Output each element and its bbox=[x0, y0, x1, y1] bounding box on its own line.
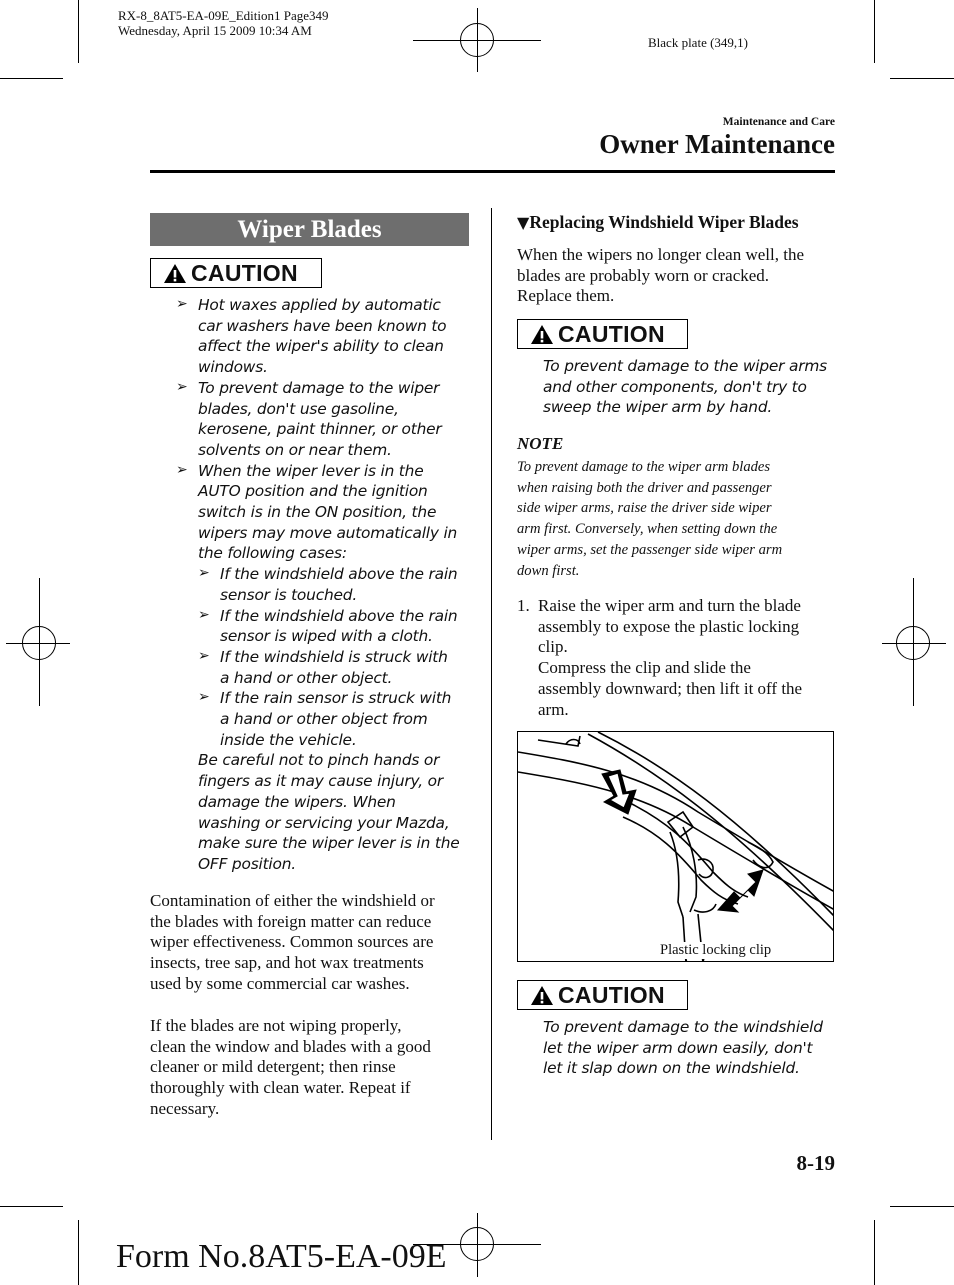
body-paragraph-line: thoroughly with clean water. Repeat if bbox=[150, 1078, 411, 1098]
wiper-blades-heading: Wiper Blades bbox=[150, 213, 469, 246]
plate-label: Black plate (349,1) bbox=[648, 35, 748, 50]
caution-bullet-line: To prevent damage to the wiper bbox=[198, 378, 440, 397]
caution-sub-bullet-line: inside the vehicle. bbox=[220, 730, 357, 749]
body-paragraph-line: the blades with foreign matter can reduce bbox=[150, 911, 432, 931]
caution-bullet-line: the following cases: bbox=[198, 544, 347, 563]
caution-trailing-line: OFF position. bbox=[198, 854, 296, 873]
note-line: when raising both the driver and passenger bbox=[517, 479, 772, 496]
note-line: down first. bbox=[517, 562, 580, 579]
caution-bullet-line: kerosene, paint thinner, or other bbox=[198, 420, 442, 439]
caution-bullet-line: car washers have been known to bbox=[198, 316, 447, 335]
step-line: Raise the wiper arm and turn the blade bbox=[538, 596, 801, 615]
note-label: NOTE bbox=[517, 434, 564, 453]
triangle-down-icon: ▼ bbox=[517, 213, 530, 232]
warning-icon bbox=[530, 324, 554, 345]
caution-bullet-line: affect the wiper's ability to clean bbox=[198, 337, 444, 356]
arrow-bullet-icon: ➢ bbox=[198, 565, 210, 582]
warning-icon bbox=[530, 985, 554, 1006]
body-paragraph-line: insects, tree sap, and hot wax treatments bbox=[150, 953, 424, 973]
caution-sub-bullet-line: a hand or other object from bbox=[220, 710, 428, 728]
print-header-file bbox=[118, 8, 329, 38]
body-paragraph-line: necessary. bbox=[150, 1098, 220, 1118]
step-line: assembly downward; then lift it off the bbox=[538, 678, 803, 698]
print-header-line2: Wednesday, April 15 2009 10:34 AM bbox=[118, 23, 312, 38]
body-paragraph-line: If the blades are not wiping properly, bbox=[150, 1016, 402, 1035]
caution-text-line: and other components, don't try to bbox=[543, 377, 807, 396]
arrow-bullet-icon: ➢ bbox=[176, 378, 188, 395]
caution-sub-bullet-line: If the windshield above the rain bbox=[220, 606, 458, 625]
caution-label: CAUTION bbox=[558, 981, 665, 1008]
caution-trailing-line: make sure the wiper lever is in the bbox=[198, 834, 460, 853]
caution-bullet-line: blades, don't use gasoline, bbox=[198, 399, 399, 418]
caution-bullet-line: switch is in the ON position, the bbox=[198, 503, 437, 521]
arrow-bullet-icon: ➢ bbox=[198, 647, 210, 664]
caution-bullet-line: windows. bbox=[198, 358, 268, 377]
caution-text-line: let it slap down on the windshield. bbox=[543, 1059, 800, 1078]
caution-box-right-2 bbox=[517, 980, 688, 1010]
arrow-bullet-icon: ➢ bbox=[198, 689, 210, 706]
replacing-heading-text: Replacing Windshield Wiper Blades bbox=[529, 212, 799, 232]
body-paragraph-line: clean the window and blades with a good bbox=[150, 1036, 431, 1056]
note-line: wiper arms, set the passenger side wiper arm bbox=[517, 541, 783, 558]
caution-sub-bullet-line: sensor is wiped with a cloth. bbox=[220, 627, 433, 646]
caution-sub-bullet-line: a hand or other object. bbox=[220, 668, 393, 687]
caution-bullet-line: wipers may move automatically in bbox=[198, 523, 458, 542]
body-paragraph-line: wiper effectiveness. Common sources are bbox=[150, 932, 434, 952]
caution-trailing-line: Be careful not to pinch hands or bbox=[198, 751, 440, 770]
page-number: 8-19 bbox=[796, 1151, 835, 1175]
arrow-bullet-icon: ➢ bbox=[198, 606, 210, 623]
step-number: 1. bbox=[517, 596, 530, 615]
warning-icon bbox=[163, 263, 187, 284]
section-title: Owner Maintenance bbox=[599, 129, 835, 159]
intro-line: Replace them. bbox=[517, 286, 615, 306]
caution-bullet-line: Hot waxes applied by automatic bbox=[198, 296, 441, 314]
note-line: To prevent damage to the wiper arm blades bbox=[517, 459, 771, 475]
caution-sub-bullet-line: sensor is touched. bbox=[220, 585, 358, 604]
step-line: assembly to expose the plastic locking bbox=[538, 616, 800, 636]
print-header-line1: RX-8_8AT5-EA-09E_Edition1 Page349 bbox=[118, 8, 329, 23]
caution-sub-bullet-line: If the windshield above the rain bbox=[220, 565, 458, 584]
replacing-heading bbox=[517, 212, 799, 233]
form-number: Form No.8AT5-EA-09E bbox=[116, 1238, 447, 1275]
intro-line: When the wipers no longer clean well, the bbox=[517, 245, 805, 264]
caution-text-line: To prevent damage to the windshield bbox=[543, 1018, 823, 1036]
figure-caption: Plastic locking clip bbox=[660, 942, 772, 958]
chapter-label: Maintenance and Care bbox=[722, 116, 835, 128]
caution-sub-bullet-line: If the windshield is struck with bbox=[220, 647, 448, 666]
note-line: side wiper arms, raise the driver side wiper bbox=[517, 500, 772, 517]
caution-bullet-line: When the wiper lever is in the bbox=[198, 461, 424, 480]
caution-trailing-line: washing or servicing your Mazda, bbox=[198, 813, 450, 832]
step-line: arm. bbox=[538, 699, 569, 719]
caution-text-line: let the wiper arm down easily, don't bbox=[543, 1038, 813, 1057]
wiper-figure bbox=[517, 731, 834, 962]
section-rule bbox=[150, 170, 835, 173]
caution-trailing-line: fingers as it may cause injury, or bbox=[198, 772, 443, 791]
wiper-clip-illustration bbox=[518, 732, 834, 962]
arrow-bullet-icon: ➢ bbox=[176, 296, 188, 312]
note-line: arm first. Conversely, when setting down the bbox=[517, 521, 778, 538]
caution-sub-bullet-line: If the rain sensor is struck with bbox=[220, 689, 452, 708]
caution-text-line: To prevent damage to the wiper arms bbox=[543, 357, 827, 375]
intro-line: blades are probably worn or cracked. bbox=[517, 265, 770, 285]
column-divider bbox=[491, 208, 492, 1140]
caution-box-left bbox=[150, 258, 322, 288]
step-line: Compress the clip and slide the bbox=[538, 658, 751, 678]
caution-text-line: sweep the wiper arm by hand. bbox=[543, 398, 773, 417]
caution-trailing-line: damage the wipers. When bbox=[198, 792, 396, 811]
caution-label: CAUTION bbox=[191, 259, 298, 286]
caution-bullet-line: AUTO position and the ignition bbox=[198, 482, 428, 501]
body-paragraph-line: cleaner or mild detergent; then rinse bbox=[150, 1057, 396, 1077]
step-line: clip. bbox=[538, 637, 568, 657]
arrow-bullet-icon: ➢ bbox=[176, 461, 188, 478]
caution-box-right-1 bbox=[517, 319, 688, 349]
body-paragraph-line: Contamination of either the windshield or bbox=[150, 891, 435, 910]
body-paragraph-line: used by some commercial car washes. bbox=[150, 973, 410, 993]
caution-label: CAUTION bbox=[558, 320, 665, 347]
caution-bullet-line: solvents on or near them. bbox=[198, 440, 392, 459]
